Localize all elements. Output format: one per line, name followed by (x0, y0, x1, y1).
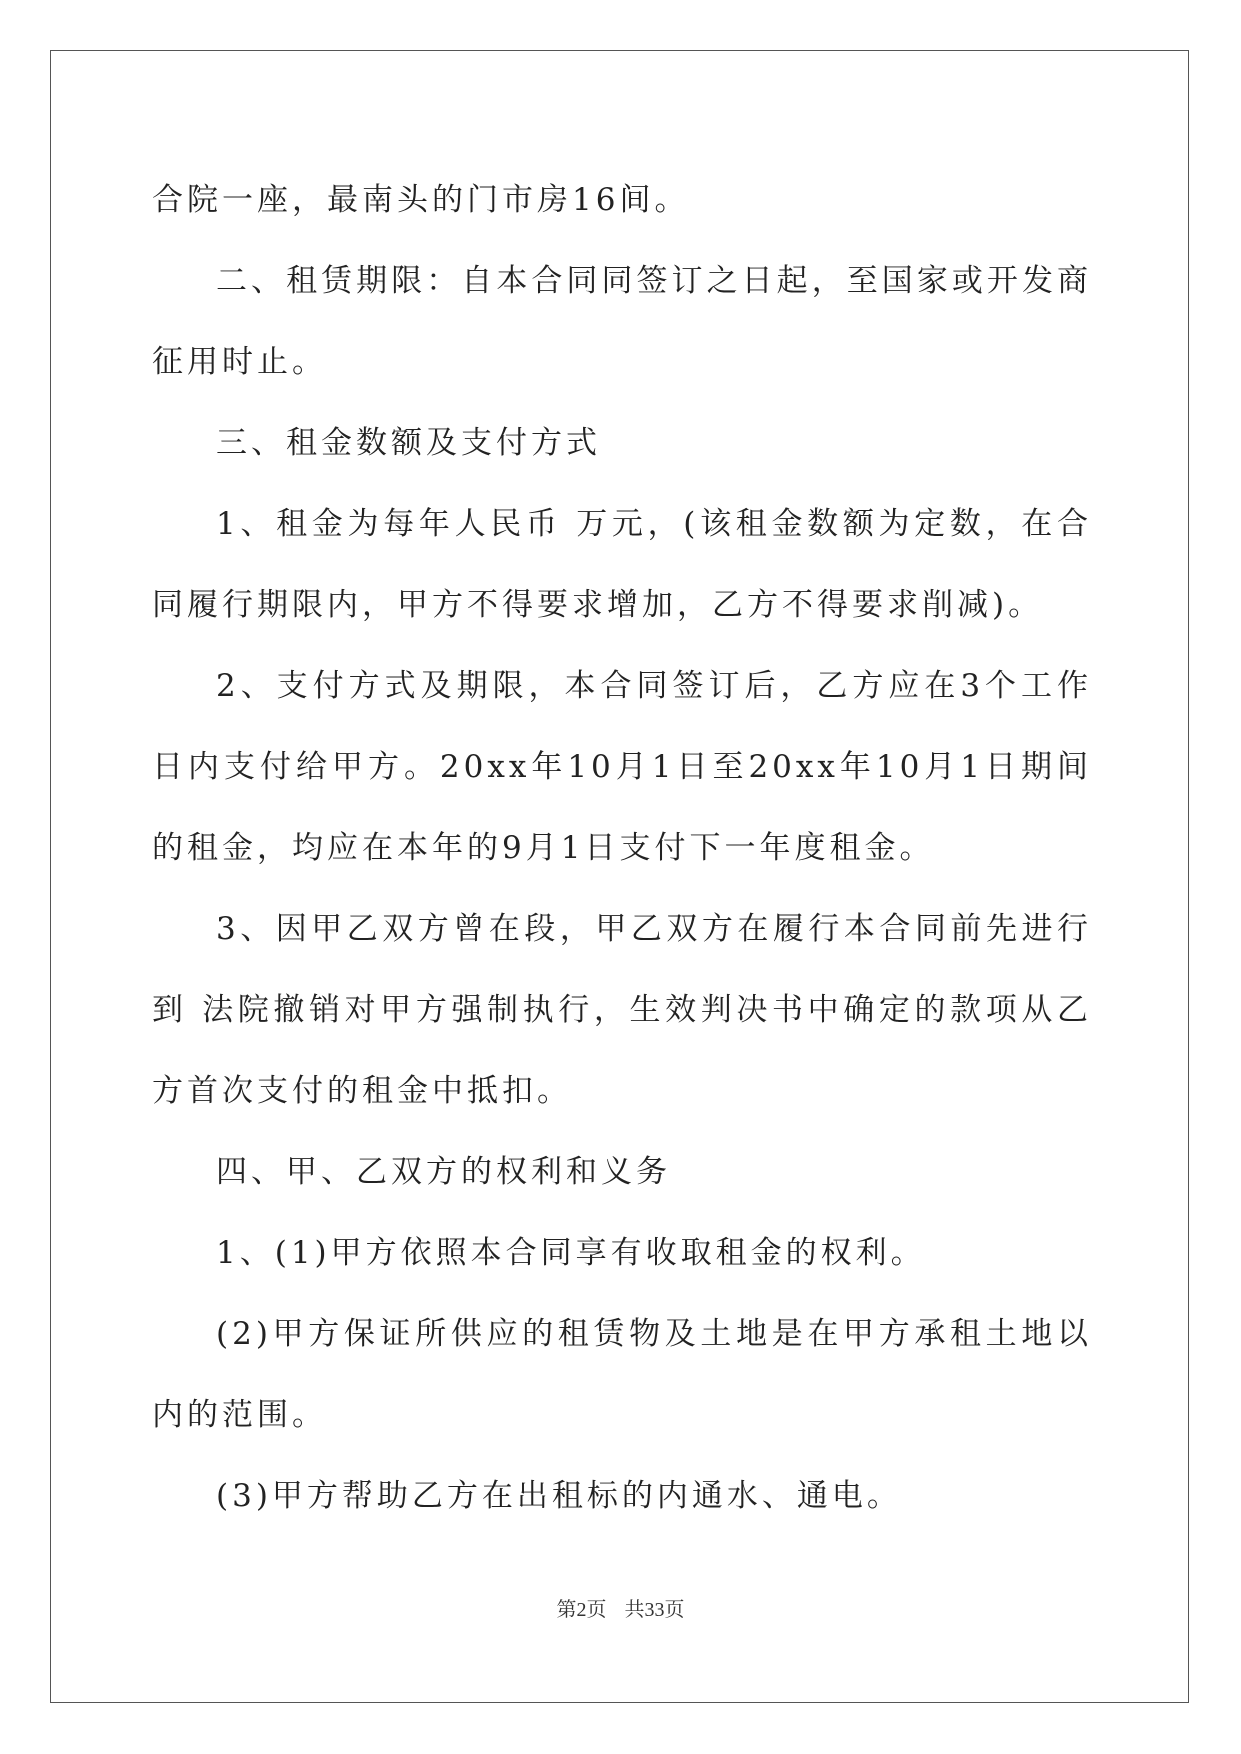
page-total: 共33页 (624, 1599, 685, 1621)
page-footer (0, 1596, 1241, 1624)
page-number: 第2页 (556, 1599, 607, 1621)
paragraph-5: 2、支付方式及期限，本合同签订后，乙方应在3个工作日内支付给甲方。20xx年10月1日至20xx年10月1日期间的租金，均应在本年的9月1日支付下一年度租金。 (152, 668, 1092, 866)
paragraph-4: 1、租金为每年人民币 万元，(该租金数额为定数，在合同履行期限内，甲方不得要求增加，乙方不得要求削减)。 (152, 506, 1092, 623)
paragraph-1: 合院一座，最南头的门市房16间。 (152, 182, 690, 218)
paragraph-3: 三、租金数额及支付方式 (216, 425, 601, 461)
paragraph-10: (3)甲方帮助乙方在出租标的内通水、通电。 (216, 1478, 902, 1514)
paragraph-9: (2)甲方保证所供应的租赁物及土地是在甲方承租土地以内的范围。 (152, 1316, 1092, 1433)
paragraph-2: 二、租赁期限：自本合同同签订之日起，至国家或开发商征用时止。 (152, 263, 1092, 380)
paragraph-6: 3、因甲乙双方曾在段，甲乙双方在履行本合同前先进行到 法院撤销对甲方强制执行，生效判决书中确定的款项从乙方首次支付的租金中抵扣。 (152, 911, 1092, 1109)
paragraph-8: 1、(1)甲方依照本合同享有收取租金的权利。 (216, 1235, 926, 1271)
document-body (152, 160, 1092, 1537)
paragraph-7: 四、甲、乙双方的权利和义务 (216, 1154, 671, 1190)
